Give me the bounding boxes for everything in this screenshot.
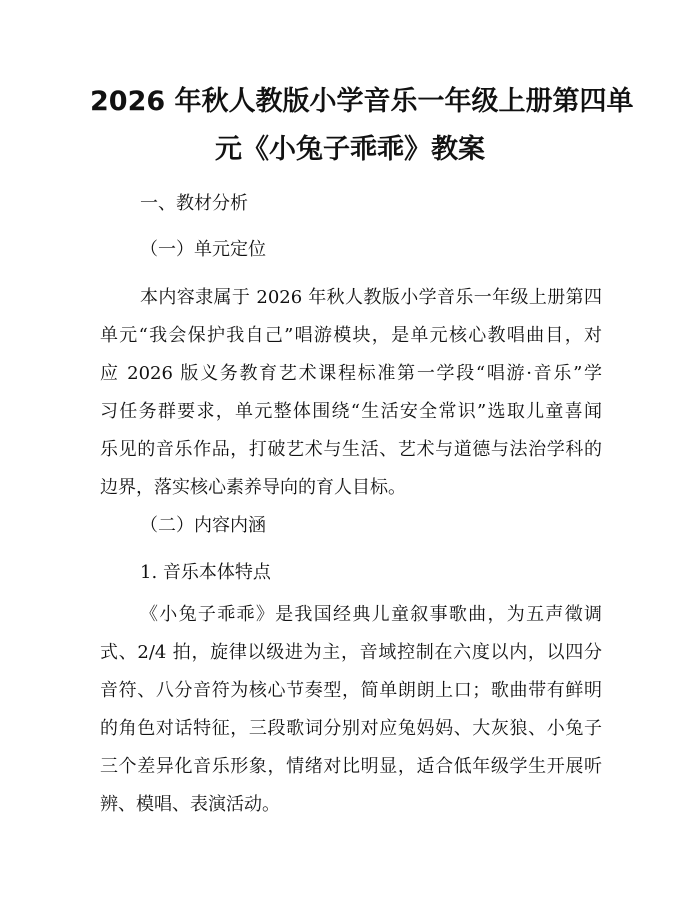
paragraph-line: 三个差异化音乐形象，情绪对比明显，适合低年级学生开展听	[100, 756, 602, 777]
paragraph-line: 乐见的音乐作品，打破艺术与生活、艺术与道德与法治学科的	[100, 439, 602, 460]
paragraph-line: 《小兔子乖乖》是我国经典儿童叙事歌曲，为五声徵调	[140, 604, 602, 625]
paragraph-line: 本内容隶属于 2026 年秋人教版小学音乐一年级上册第四	[140, 287, 602, 308]
paragraph-line: 边界，落实核心素养导向的育人目标。	[100, 477, 406, 498]
sub-subsection-heading-music-features: 1. 音乐本体特点	[140, 562, 271, 583]
paragraph-line: 习任务群要求，单元整体围绕“生活安全常识”选取儿童喜闻	[100, 401, 602, 422]
paragraph-line: 辨、模唱、表演活动。	[100, 794, 280, 815]
paragraph-line: 应 2026 版义务教育艺术课程标准第一学段“唱游·音乐”学	[100, 363, 602, 384]
paragraph-line: 单元“我会保护我自己”唱游模块，是单元核心教唱曲目，对	[100, 325, 602, 346]
paragraph-line: 的角色对话特征，三段歌词分别对应兔妈妈、大灰狼、小兔子	[100, 718, 602, 739]
subsection-heading-unit-position: （一）单元定位	[140, 239, 266, 260]
paragraph-line: 式、2/4 拍，旋律以级进为主，音域控制在六度以内，以四分	[100, 642, 602, 663]
section-heading-textbook-analysis: 一、教材分析	[140, 193, 248, 214]
paragraph-line: 音符、八分音符为核心节奏型，简单朗朗上口；歌曲带有鲜明	[100, 680, 602, 701]
document-title-line-2: 元《小兔子乖乖》教案	[215, 134, 485, 165]
subsection-heading-content-meaning: （二）内容内涵	[140, 515, 266, 536]
document-title-line-1: 2026 年秋人教版小学音乐一年级上册第四单	[90, 86, 634, 117]
